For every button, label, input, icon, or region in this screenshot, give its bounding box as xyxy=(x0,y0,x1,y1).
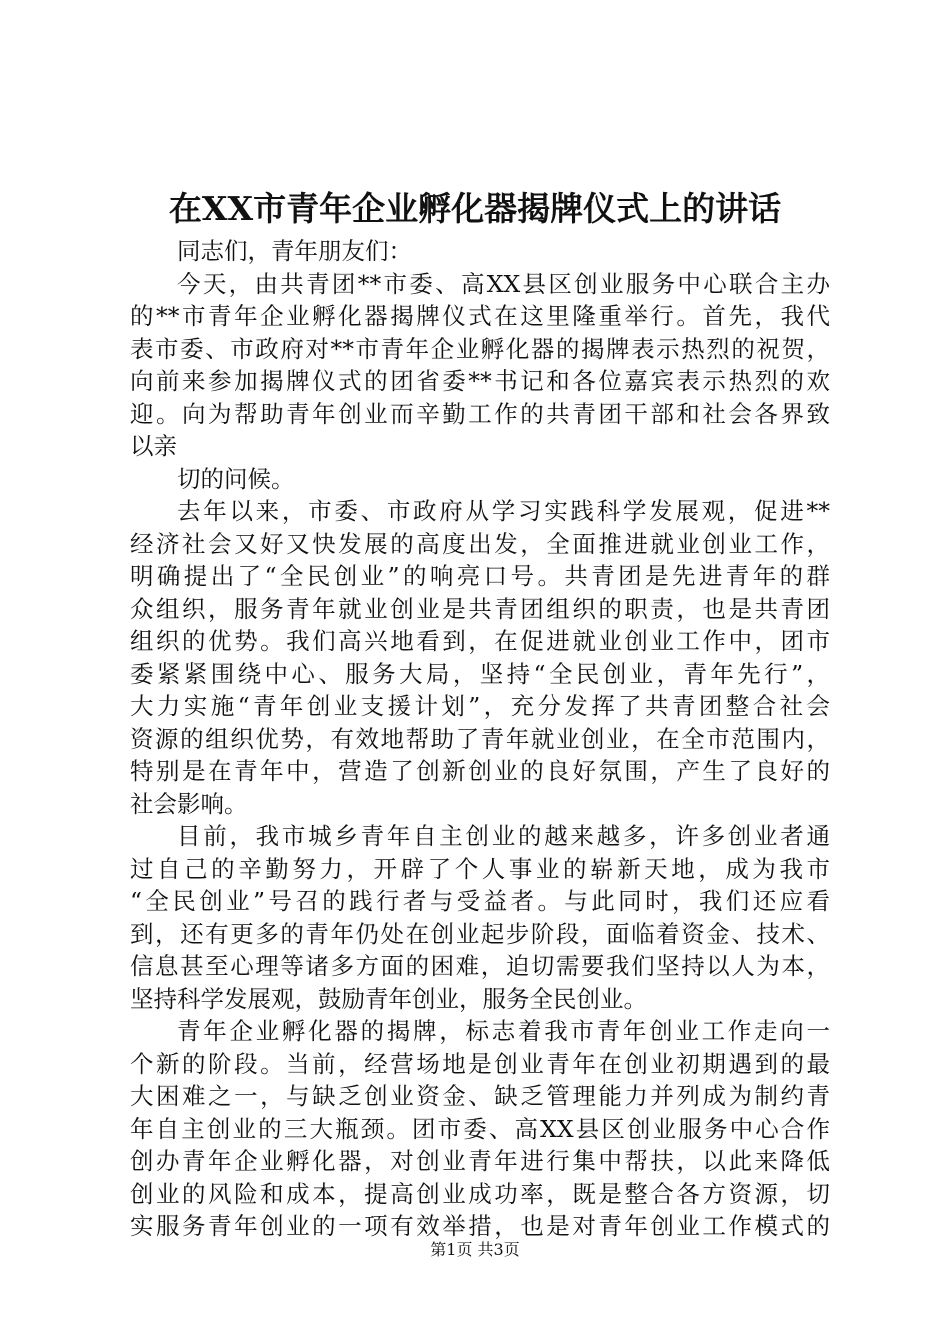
text-line: 明确提出了“全民创业”的响亮口号。共青团是先进青年的群 xyxy=(130,562,830,590)
text-line: 去年以来，市委、市政府从学习实践科学发展观，促进** xyxy=(177,497,830,525)
text-line: 切的问候。 xyxy=(177,464,295,493)
text-line: 今天，由共青团**市委、高XX县区创业服务中心联合主办 xyxy=(177,269,830,298)
text-line: 创办青年企业孵化器，对创业青年进行集中帮扶，以此来降低 xyxy=(130,1147,830,1175)
text-line: 组织的优势。我们高兴地看到，在促进就业创业工作中，团市 xyxy=(130,627,830,655)
text-line: 到，还有更多的青年仍处在创业起步阶段，面临着资金、技术、 xyxy=(130,919,830,948)
text-line: 同志们，青年朋友们： xyxy=(177,237,412,265)
text-line: 的**市青年企业孵化器揭牌仪式在这里隆重举行。首先，我代 xyxy=(130,302,830,330)
text-line: 目前，我市城乡青年自主创业的越来越多，许多创业者通 xyxy=(177,822,830,850)
text-line: 委紧紧围绕中心、服务大局，坚持“全民创业，青年先行”， xyxy=(130,659,830,688)
text-line: 年自主创业的三大瓶颈。团市委、高XX县区创业服务中心合作 xyxy=(130,1114,830,1143)
text-line: 创业的风险和成本，提高创业成功率，既是整合各方资源，切 xyxy=(130,1179,830,1208)
text-line: 青年企业孵化器的揭牌，标志着我市青年创业工作走向一 xyxy=(177,1017,830,1045)
text-line: 实服务青年创业的一项有效举措，也是对青年创业工作模式的 xyxy=(130,1212,830,1240)
page-footer: 第1页 共3页 xyxy=(430,1240,520,1259)
text-line: 特别是在青年中，营造了创新创业的良好氛围，产生了良好的 xyxy=(130,757,830,785)
text-line: 资源的组织优势，有效地帮助了青年就业创业，在全市范围内， xyxy=(130,724,830,753)
document-title: 在XX市青年企业孵化器揭牌仪式上的讲话 xyxy=(168,189,782,228)
text-line: 众组织，服务青年就业创业是共青团组织的职责，也是共青团 xyxy=(130,594,830,623)
text-line: 社会影响。 xyxy=(130,789,248,818)
document-body xyxy=(130,235,830,1243)
text-line: 以亲 xyxy=(130,432,177,460)
text-line: 经济社会又好又快发展的高度出发，全面推进就业创业工作， xyxy=(130,529,830,558)
text-line: 迎。向为帮助青年创业而辛勤工作的共青团干部和社会各界致 xyxy=(130,399,830,428)
text-line: “全民创业”号召的践行者与受益者。与此同时，我们还应看 xyxy=(130,887,830,915)
text-line: 坚持科学发展观，鼓励青年创业，服务全民创业。 xyxy=(130,984,647,1013)
text-line: 信息甚至心理等诸多方面的困难，迫切需要我们坚持以人为本， xyxy=(130,952,830,980)
text-line: 过自己的辛勤努力，开辟了个人事业的崭新天地，成为我市 xyxy=(130,854,830,883)
text-line: 个新的阶段。当前，经营场地是创业青年在创业初期遇到的最 xyxy=(130,1049,830,1078)
text-line: 大力实施“青年创业支援计划”，充分发挥了共青团整合社会 xyxy=(130,692,830,720)
text-line: 向前来参加揭牌仪式的团省委**书记和各位嘉宾表示热烈的欢 xyxy=(130,367,830,395)
text-line: 大困难之一，与缺乏创业资金、缺乏管理能力并列成为制约青 xyxy=(130,1082,830,1110)
text-line: 表市委、市政府对**市青年企业孵化器的揭牌表示热烈的祝贺， xyxy=(130,334,830,363)
